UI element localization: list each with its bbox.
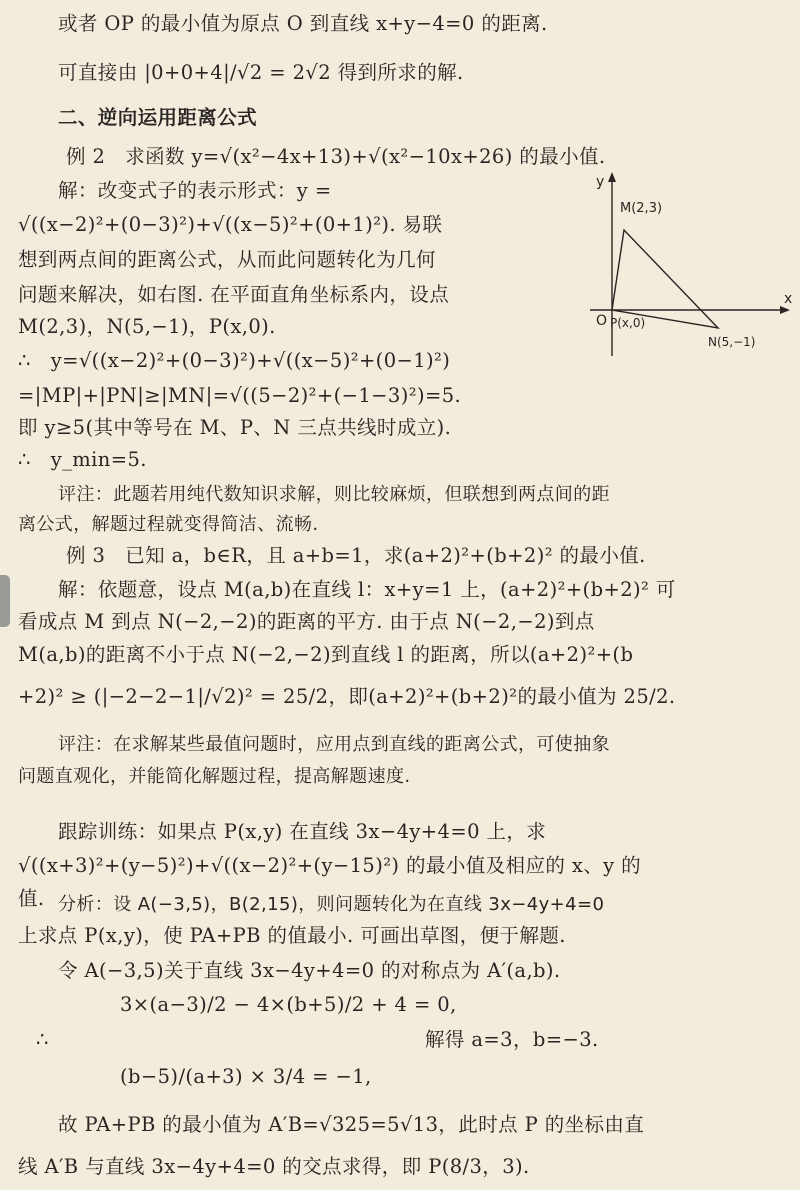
triangle-mpn xyxy=(612,230,718,328)
text-line: 看成点 M 到点 N(−2,−2)的距离的平方. 由于点 N(−2,−2)到点 xyxy=(18,610,595,633)
text-line: 即 y≥5(其中等号在 M、P、N 三点共线时成立). xyxy=(18,416,452,439)
point-n-label: N(5,−1) xyxy=(708,335,756,349)
comment-line: 评注：此题若用纯代数知识求解，则比较麻烦，但联想到两点间的距 xyxy=(58,484,610,505)
text-line: √((x+3)²+(y−5)²)+√((x−2)²+(y−15)²) 的最小值及相应的 x、y 的 xyxy=(18,854,642,877)
y-axis-label: y xyxy=(596,174,605,190)
text-line: 故 PA+PB 的最小值为 A′B=√325=5√13，此时点 P 的坐标由直 xyxy=(58,1113,645,1136)
text-line: 可直接由 |0+0+4|/√2 = 2√2 得到所求的解. xyxy=(58,61,464,84)
text-line: M(a,b)的距离不小于点 N(−2,−2)到直线 l 的距离，所以(a+2)²+(b xyxy=(18,643,634,666)
system-solution: 解得 a=3，b=−3. xyxy=(425,1028,599,1051)
text-line: 想到两点间的距离公式，从而此问题转化为几何 xyxy=(18,248,436,271)
comment-line: 问题直观化，并能简化解题过程，提高解题速度. xyxy=(18,766,411,787)
system-equation-2: (b−5)/(a+3) × 3/4 = −1, xyxy=(120,1065,372,1088)
geometry-figure xyxy=(560,170,796,360)
x-axis-label: x xyxy=(784,291,793,307)
origin-label: O xyxy=(596,313,608,329)
point-m-label: M(2,3) xyxy=(620,201,663,216)
therefore-symbol: ∴ xyxy=(36,1028,49,1051)
text-line: 解：依题意，设点 M(a,b)在直线 l：x+y=1 上，(a+2)²+(b+2)² 可 xyxy=(58,578,676,601)
text-line: 值. xyxy=(18,887,45,910)
comment-line: 评注：在求解某些最值问题时，应用点到直线的距离公式，可使抽象 xyxy=(58,734,610,755)
text-line: M(2,3)，N(5,−1)，P(x,0). xyxy=(18,315,276,338)
page-edge-tab xyxy=(0,575,10,627)
text-line: =|MP|+|PN|≥|MN|=√((5−2)²+(−1−3)²)=5. xyxy=(18,384,462,407)
practice-statement: 跟踪训练：如果点 P(x,y) 在直线 3x−4y+4=0 上，求 xyxy=(58,820,547,843)
example-2-statement: 例 2 求函数 y=√(x²−4x+13)+√(x²−10x+26) 的最小值. xyxy=(66,145,606,168)
system-equation-1: 3×(a−3)/2 − 4×(b+5)/2 + 4 = 0, xyxy=(120,993,457,1016)
text-line: 问题来解决，如右图. 在平面直角坐标系内，设点 xyxy=(18,283,450,306)
text-line: ∴ y_min=5. xyxy=(18,448,147,471)
example-3-statement: 例 3 已知 a，b∈R，且 a+b=1，求(a+2)²+(b+2)² 的最小值. xyxy=(66,544,646,567)
x-axis-arrow-icon xyxy=(780,306,790,314)
text-line: √((x−2)²+(0−3)²)+√((x−5)²+(0+1)²). 易联 xyxy=(18,213,443,236)
text-line: 上求点 P(x,y)，使 PA+PB 的值最小. 可画出草图，便于解题. xyxy=(18,924,566,947)
section-heading: 二、逆向运用距离公式 xyxy=(58,106,258,129)
text-line: 线 A′B 与直线 3x−4y+4=0 的交点求得，即 P(8/3，3). xyxy=(18,1155,530,1178)
text-line: 或者 OP 的最小值为原点 O 到直线 x+y−4=0 的距离. xyxy=(58,12,548,35)
text-line: ∴ y=√((x−2)²+(0−3)²)+√((x−5)²+(0−1)²) xyxy=(18,349,451,372)
text-line: +2)² ≥ (|−2−2−1|/√2)² = 25/2，即(a+2)²+(b+2)²的最小值为 25/2. xyxy=(18,685,676,708)
text-line: 令 A(−3,5)关于直线 3x−4y+4=0 的对称点为 A′(a,b). xyxy=(58,959,561,982)
point-p-label: P(x,0) xyxy=(610,316,646,330)
analysis-line: 分析：设 A(−3,5)，B(2,15)，则问题转化为在直线 3x−4y+4=0 xyxy=(58,894,605,915)
text-line: 解：改变式子的表示形式：y = xyxy=(58,179,332,202)
y-axis-arrow-icon xyxy=(608,172,616,182)
comment-line: 离公式，解题过程就变得简洁、流畅. xyxy=(18,514,319,535)
